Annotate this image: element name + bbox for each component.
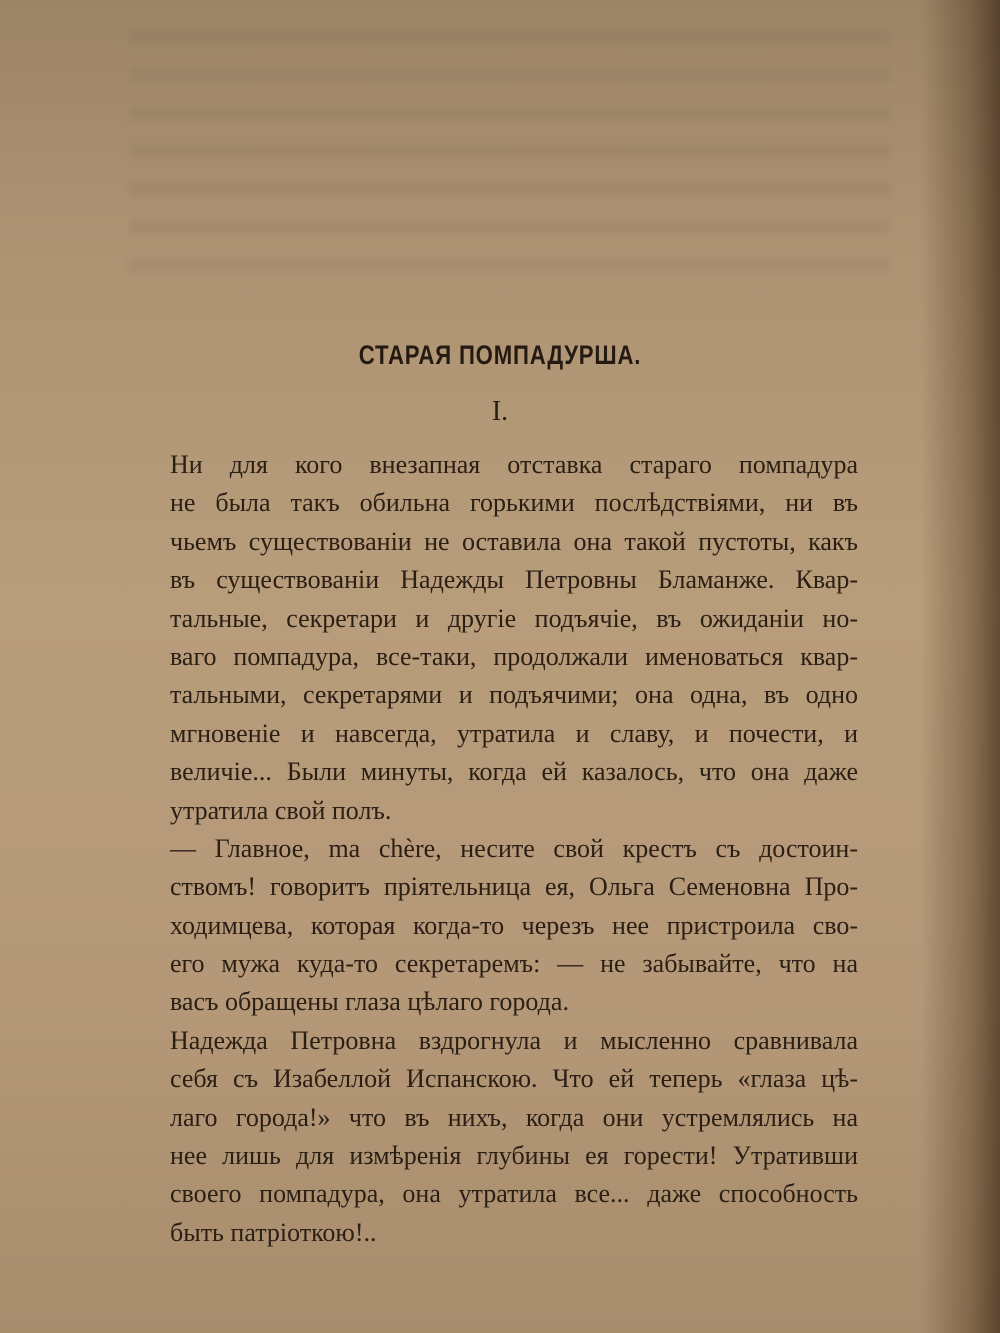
text-line: своего помпадура, она утратила все... даже способность — [170, 1179, 858, 1209]
text-line: Надежда Петровна вздрогнула и мысленно сравнивала — [170, 1025, 858, 1055]
text-line: быть патріоткою!.. — [170, 1217, 377, 1247]
text-line: величіе... Были минуты, когда ей казалось, что она даже — [170, 757, 858, 787]
text-line: ходимцева, которая когда-то черезъ нее пристроила сво- — [170, 910, 858, 940]
bleed-through-text — [130, 30, 890, 280]
text-line: утратила свой полъ. — [170, 795, 392, 825]
text-line: чьемъ существованіи не оставила она такой пустоты, какъ — [170, 526, 858, 556]
text-line: не была такъ обильна горькими послѣдствіями, ни въ — [170, 488, 858, 518]
body-text — [170, 446, 858, 1252]
text-line: ствомъ! говоритъ пріятельница ея, Ольга Семеновна Про- — [170, 872, 858, 902]
text-line: тальные, секретари и другіе подъячіе, въ ожиданіи но- — [170, 603, 858, 633]
chapter-title: СТАРАЯ ПОМПАДУРША. — [358, 340, 642, 370]
chapter-number: I. — [491, 396, 509, 427]
text-line: нее лишь для измѣренія глубины ея горести! Утративши — [170, 1141, 858, 1171]
text-line: мгновеніе и навсегда, утратила и славу, и почести, и — [170, 718, 858, 748]
text-line: Ни для кого внезапная отставка стараго помпадура — [170, 450, 858, 479]
text-line: въ существованіи Надежды Петровны Бламанже. Квар- — [170, 565, 858, 595]
text-line: ваго помпадура, все-таки, продолжали именоваться квар- — [170, 641, 858, 671]
text-line: себя съ Изабеллой Испанскою. Что ей теперь «глаза цѣ- — [170, 1064, 858, 1094]
text-line: тальными, секретарями и подъячими; она одна, въ одно — [170, 680, 858, 710]
text-line: васъ обращены глаза цѣлаго города. — [170, 987, 569, 1017]
text-line: — Главное, ma chère, несите свой крестъ съ достоин- — [170, 833, 858, 863]
text-line: его мужа куда-то секретаремъ: — не забывайте, что на — [170, 949, 858, 979]
text-line: лаго города!» что въ нихъ, когда они устремлялись на — [170, 1102, 858, 1132]
